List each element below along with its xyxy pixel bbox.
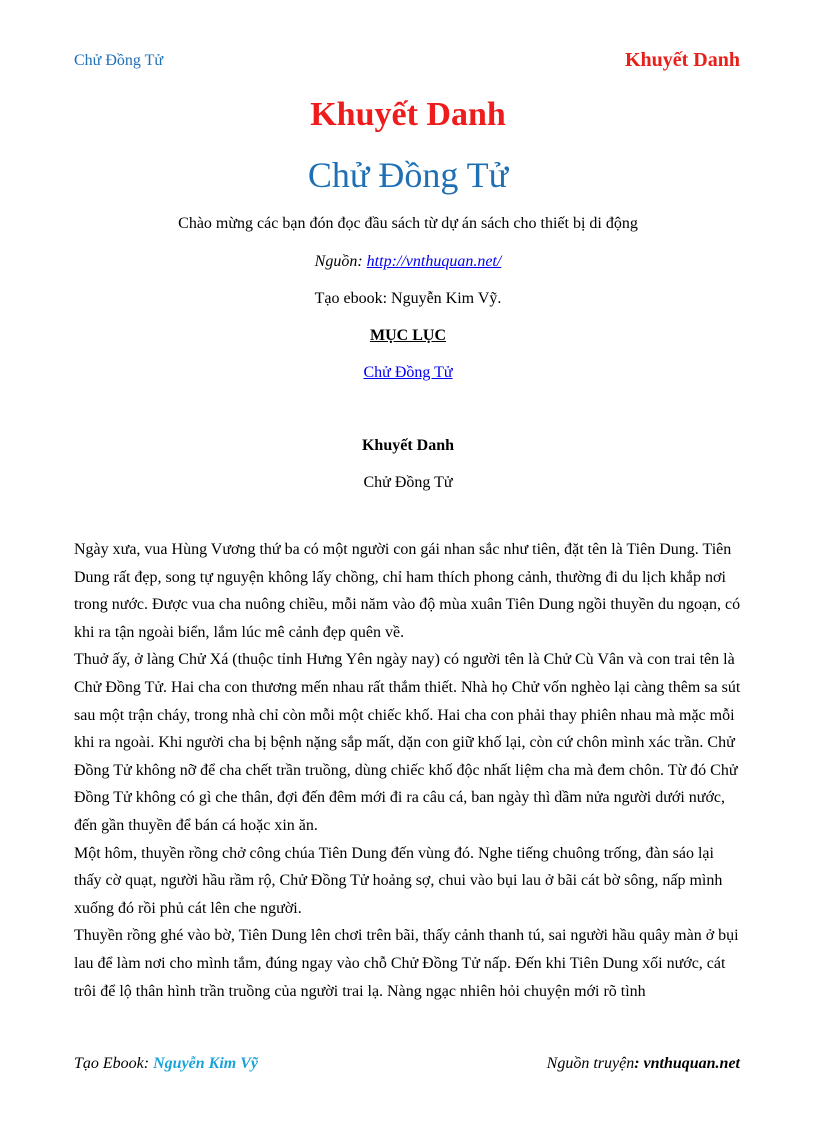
footer-creator-name: Nguyễn Kim Vỹ bbox=[153, 1055, 258, 1072]
paragraph: Thuyền rồng ghé vào bờ, Tiên Dung lên chơi trên bãi, thấy cảnh thanh tú, sai người hầu quây màn ở bụi lau để làm nơi cho mình tắm, đúng ngay vào chỗ Chử Đồng Tử nấp. Đến khi Tiên Dung xối nước, cát trôi để lộ thân hình trần truồng của người trai lạ. Nàng ngạc nhiên hỏi chuyện mới rõ tình bbox=[74, 927, 739, 1000]
section-author: Khuyết Danh bbox=[361, 437, 455, 454]
footer-source-name: vnthuquan.net bbox=[643, 1055, 740, 1072]
toc-heading: MỤC LỤC bbox=[370, 327, 446, 344]
footer-right-sep: : bbox=[634, 1055, 640, 1072]
toc-item bbox=[0, 364, 816, 382]
page-title: Khuyết Danh bbox=[310, 96, 506, 133]
source-link[interactable]: http://vnthuquan.net/ bbox=[366, 253, 502, 270]
creator-text: Tạo ebook: Nguyễn Kim Vỹ. bbox=[314, 290, 502, 307]
running-header-right: Khuyết Danh bbox=[624, 49, 740, 71]
toc-link-chu-dong-tu[interactable]: Chử Đồng Tử bbox=[363, 364, 453, 381]
footer-right bbox=[547, 1055, 740, 1073]
paragraph: Một hôm, thuyền rồng chở công chúa Tiên Dung đến vùng đó. Nghe tiếng chuông trống, đàn sáo lại thấy cờ quạt, người hầu rầm rộ, Chử Đồng Tử hoảng sợ, chui vào bụi lau ở bãi cát bờ sông, nấp mình xuống đó rồi phủ cát lên che người. bbox=[74, 844, 723, 917]
source-label: Nguồn: bbox=[314, 253, 363, 270]
source-line bbox=[0, 253, 816, 271]
paragraph: Ngày xưa, vua Hùng Vương thứ ba có một người con gái nhan sắc như tiên, đặt tên là Tiên Dung. Tiên Dung rất đẹp, song tự nguyện không lấy chồng, chỉ ham thích phong cảnh, thường đi du lịch khắp nơi trong nước. Được vua cha nuông chiều, mỗi năm vào độ mùa xuân Tiên Dung ngồi thuyền du ngoạn, có khi ra tận ngoài biển, lắm lúc mê cảnh đẹp quên về. bbox=[74, 541, 741, 641]
section-title: Chử Đồng Tử bbox=[363, 474, 453, 491]
footer-creator-label: Tạo Ebook bbox=[74, 1055, 144, 1072]
footer-left bbox=[74, 1055, 258, 1073]
footer-left-sep: : bbox=[143, 1055, 150, 1072]
running-header-left: Chử Đồng Tử bbox=[74, 52, 164, 69]
welcome-text: Chào mừng các bạn đón đọc đầu sách từ dự án sách cho thiết bị di động bbox=[178, 215, 638, 232]
book-title: Chử Đồng Tử bbox=[307, 155, 509, 195]
paragraph: Thuở ấy, ở làng Chử Xá (thuộc tỉnh Hưng Yên ngày nay) có người tên là Chử Cù Vân và con trai tên là Chử Đồng Tử. Hai cha con thương mến nhau rất thắm thiết. Nhà họ Chử vốn nghèo lại càng thêm sa sút sau một trận cháy, trong nhà chỉ còn mỗi một chiếc khố. Hai cha con phải thay phiên nhau mà mặc mỗi khi ra ngoài. Khi người cha bị bệnh nặng sắp mất, dặn con giữ khố lại, còn cứ chôn mình xác trần. Chử Đồng Tử không nỡ để cha chết trần truồng, dùng chiếc khố độc nhất liệm cha mà đem chôn. Từ đó Chử Đồng Tử không có gì che thân, đợi đến đêm mới đi ra câu cá, ban ngày thì dầm nửa người dưới nước, đến gần thuyền để bán cá hoặc xin ăn. bbox=[74, 651, 741, 834]
footer-source-label: Nguồn truyện bbox=[546, 1055, 635, 1072]
story-body bbox=[74, 536, 742, 1005]
